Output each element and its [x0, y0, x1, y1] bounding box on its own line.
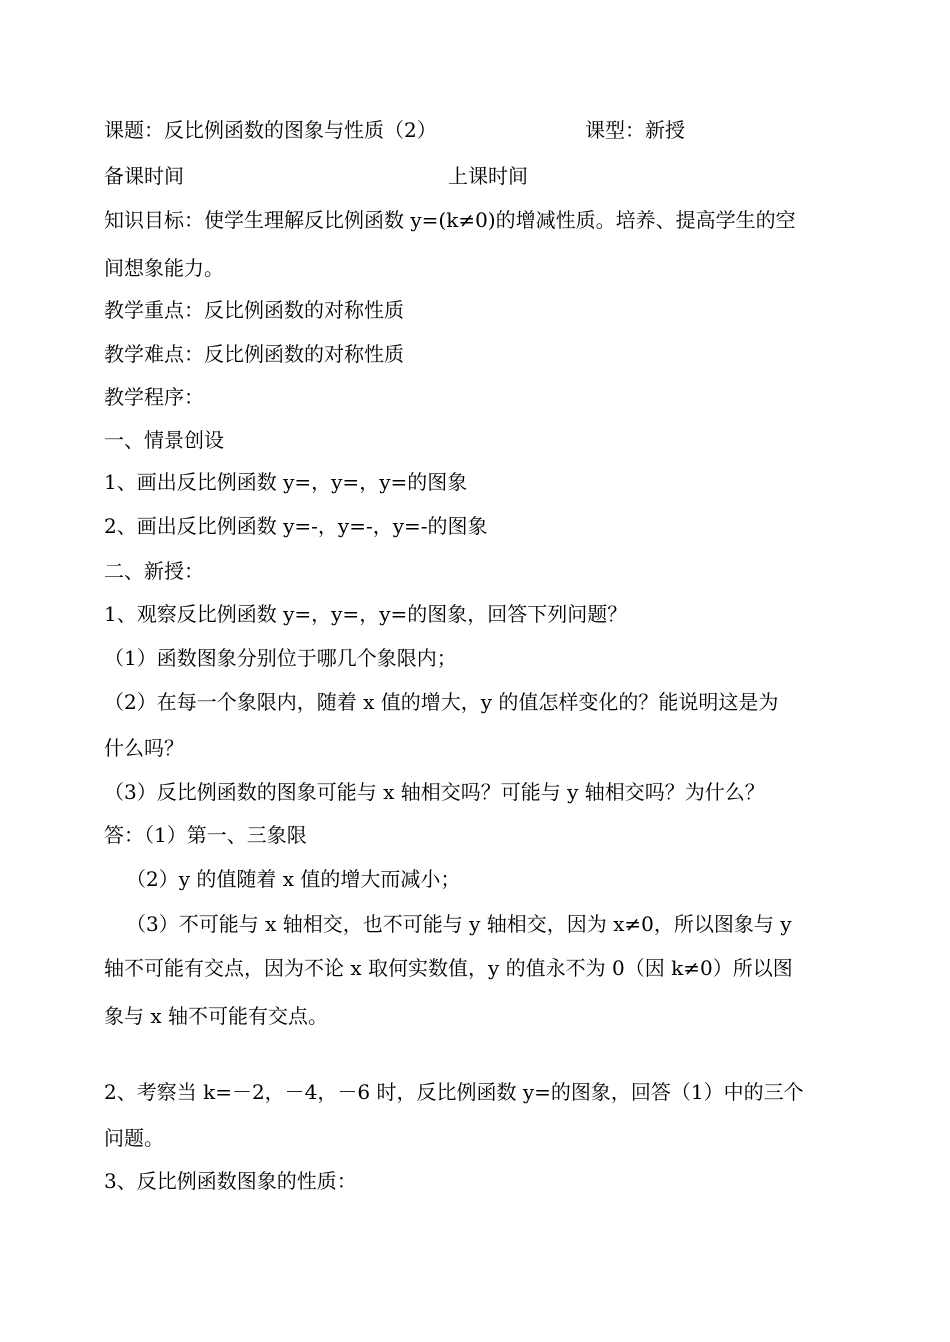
section-1-title: 一、情景创设 — [104, 428, 224, 452]
question-2-line-2: 什么吗？ — [104, 736, 184, 760]
lesson-type: 课型：新授 — [585, 118, 685, 142]
answer-1: 答：（1）第一、三象限 — [104, 823, 307, 847]
objective-line-1: 知识目标：使学生理解反比例函数 y=(k≠0)的增减性质。培养、提高学生的空 — [104, 208, 796, 232]
question-1: （1）函数图象分别位于哪几个象限内； — [104, 646, 457, 670]
section-1-item-1: 1、画出反比例函数 y=，y=，y=的图象 — [104, 470, 468, 494]
prep-time-label: 备课时间 — [104, 164, 184, 188]
section-1-item-2: 2、画出反比例函数 y=-，y=-，y=-的图象 — [104, 514, 488, 538]
answer-3-line-3: 象与 x 轴不可能有交点。 — [104, 1004, 328, 1028]
question-2-line-1: （2）在每一个象限内，随着 x 值的增大，y 的值怎样变化的？能说明这是为 — [104, 690, 779, 714]
answer-3-line-1: （3）不可能与 x 轴相交，也不可能与 y 轴相交，因为 x≠0，所以图象与 y — [126, 912, 792, 936]
objective-line-2: 间想象能力。 — [104, 256, 224, 280]
class-time-label: 上课时间 — [448, 164, 528, 188]
question-intro: 1、观察反比例函数 y=，y=，y=的图象，回答下列问题？ — [104, 602, 628, 626]
item-3: 3、反比例函数图象的性质： — [104, 1169, 357, 1193]
item-2-line-2: 问题。 — [104, 1126, 164, 1150]
procedure-heading: 教学程序： — [104, 385, 204, 409]
answer-2: （2）y 的值随着 x 值的增大而减小； — [126, 867, 461, 891]
difficulty: 教学难点：反比例函数的对称性质 — [104, 342, 404, 366]
question-3: （3）反比例函数的图象可能与 x 轴相交吗？可能与 y 轴相交吗？为什么？ — [104, 780, 765, 804]
answer-3-line-2: 轴不可能有交点，因为不论 x 取何实数值，y 的值永不为 0（因 k≠0）所以图 — [104, 956, 793, 980]
key-point: 教学重点：反比例函数的对称性质 — [104, 298, 404, 322]
section-2-title: 二、新授： — [104, 559, 204, 583]
item-2-line-1: 2、考察当 k=－2，－4，－6 时，反比例函数 y=的图象，回答（1）中的三个 — [104, 1080, 804, 1104]
lesson-topic: 课题：反比例函数的图象与性质（2） — [104, 118, 437, 142]
